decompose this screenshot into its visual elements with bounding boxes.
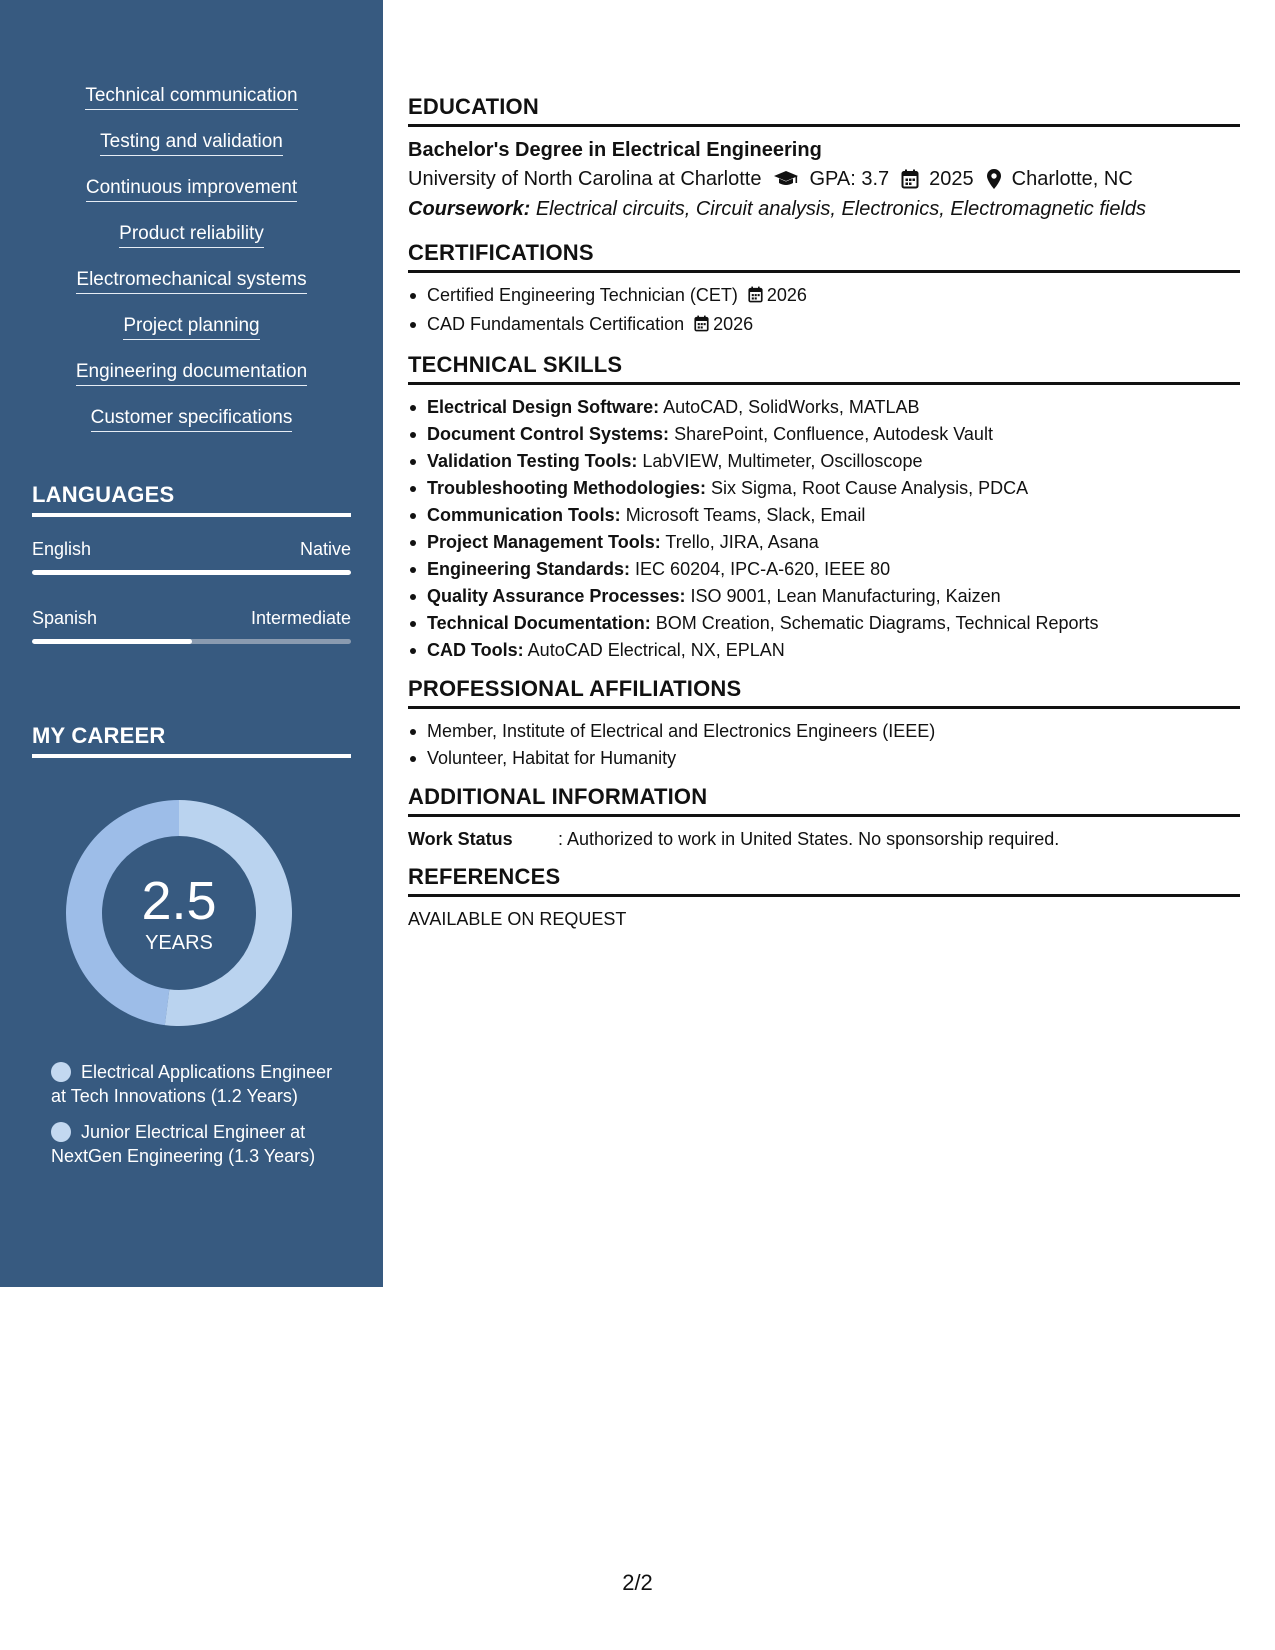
skill-values: Trello, JIRA, Asana [665,532,819,552]
skill-values: AutoCAD, SolidWorks, MATLAB [663,397,920,417]
additional-info-heading: ADDITIONAL INFORMATION [408,784,1240,817]
calendar-icon [748,284,763,311]
skill-category: CAD Tools: [427,640,524,660]
skill-values: IEC 60204, IPC-A-620, IEEE 80 [635,559,891,579]
skill-item: Customer specifications [91,406,293,432]
technical-skills-heading: TECHNICAL SKILLS [408,352,1240,385]
skill-item: Engineering documentation [76,360,307,386]
language-bar-english [32,570,351,575]
skill-item: Testing and validation [100,130,283,156]
skill-values: BOM Creation, Schematic Diagrams, Technical Reports [655,613,1099,633]
skill-values: Microsoft Teams, Slack, Email [625,505,866,525]
technical-skill-item [408,556,1240,583]
language-name: English [32,539,92,559]
language-row-english [32,539,351,560]
affiliation-item: Member, Institute of Electrical and Electronics Engineers (IEEE) [408,718,1240,745]
certification-year: 2026 [713,314,754,334]
technical-skill-item [408,421,1240,448]
skill-item: Electromechanical systems [76,268,306,294]
career-years-unit: YEARS [145,931,213,954]
skill-category: Communication Tools: [427,505,621,525]
language-row-spanish [32,608,351,629]
skill-category: Troubleshooting Methodologies: [427,478,706,498]
sidebar [0,0,383,1287]
career-item-text: Electrical Applications Engineer at Tech Innovations (1.2 Years) [51,1062,333,1106]
skill-values: LabVIEW, Multimeter, Oscilloscope [642,451,923,471]
skill-item: Product reliability [119,222,264,248]
skills-list [0,84,383,452]
school-name: University of North Carolina at Charlotte [408,168,762,190]
skill-category: Document Control Systems: [427,424,670,444]
skill-category: Quality Assurance Processes: [427,586,686,606]
language-bar-fill [32,639,192,644]
skill-values: AutoCAD Electrical, NX, EPLAN [527,640,785,660]
skill-item: Continuous improvement [86,176,297,202]
language-bar-fill [32,570,351,575]
technical-skill-item [408,529,1240,556]
work-status-row [408,826,1240,852]
career-legend-dot [51,1062,71,1082]
skill-item: Technical communication [85,84,297,110]
technical-skill-item [408,610,1240,637]
career-item [51,1120,341,1168]
skill-item: Project planning [123,314,259,340]
degree-title: Bachelor's Degree in Electrical Engineering [408,139,822,161]
language-level: Intermediate [250,608,351,628]
skill-category: Electrical Design Software: [427,397,660,417]
technical-skill-item [408,448,1240,475]
certification-item [408,311,1240,340]
page-number: 2/2 [622,1570,653,1595]
certification-year: 2026 [766,285,807,305]
certification-item [408,282,1240,311]
technical-skill-item [408,502,1240,529]
technical-skill-item [408,583,1240,610]
calendar-icon [901,169,919,189]
references-text: AVAILABLE ON REQUEST [408,909,627,929]
language-bar-spanish [32,639,351,644]
skill-values: Six Sigma, Root Cause Analysis, PDCA [711,478,1029,498]
coursework-label: Coursework: [408,198,531,220]
certification-name: CAD Fundamentals Certification [427,314,685,334]
skill-category: Validation Testing Tools: [427,451,638,471]
affiliations-heading: PROFESSIONAL AFFILIATIONS [408,676,1240,709]
career-legend-dot [51,1122,71,1142]
technical-skill-item [408,637,1240,664]
career-list [51,1060,341,1180]
skill-values: ISO 9001, Lean Manufacturing, Kaizen [690,586,1001,606]
career-donut-chart [66,800,292,1026]
work-status-label: Work Status [408,829,513,849]
school-location: Charlotte, NC [1011,168,1133,190]
skill-values: SharePoint, Confluence, Autodesk Vault [674,424,993,444]
calendar-icon [694,313,709,340]
technical-skills-list [408,394,1240,664]
skill-category: Project Management Tools: [427,532,661,552]
graduation-cap-icon [773,170,799,188]
coursework [408,194,1240,224]
career-heading: MY CAREER [32,723,351,758]
references-heading: REFERENCES [408,864,1240,897]
certifications-list [408,282,1240,340]
affiliation-item: Volunteer, Habitat for Humanity [408,745,1240,772]
language-level: Native [299,539,351,559]
technical-skill-item [408,475,1240,502]
certification-name: Certified Engineering Technician (CET) [427,285,738,305]
graduation-year: 2025 [929,168,974,190]
coursework-list: Electrical circuits, Circuit analysis, Electronics, Electromagnetic fields [535,198,1147,220]
skill-category: Engineering Standards: [427,559,631,579]
career-total-years: 2.5 [141,870,217,931]
language-name: Spanish [32,608,98,628]
affiliations-list [408,718,1240,772]
work-status-value: : Authorized to work in United States. No sponsorship required. [558,829,1060,849]
main-content [408,94,1240,932]
skill-category: Technical Documentation: [427,613,651,633]
technical-skill-item [408,394,1240,421]
education-details [408,164,1240,194]
certifications-heading: CERTIFICATIONS [408,240,1240,273]
languages-heading: LANGUAGES [32,482,351,517]
education-heading: EDUCATION [408,94,1240,127]
map-pin-icon [986,168,1002,190]
gpa: GPA: 3.7 [809,168,890,190]
career-item [51,1060,341,1108]
donut-center [66,800,292,1026]
career-item-text: Junior Electrical Engineer at NextGen Engineering (1.3 Years) [51,1122,316,1166]
